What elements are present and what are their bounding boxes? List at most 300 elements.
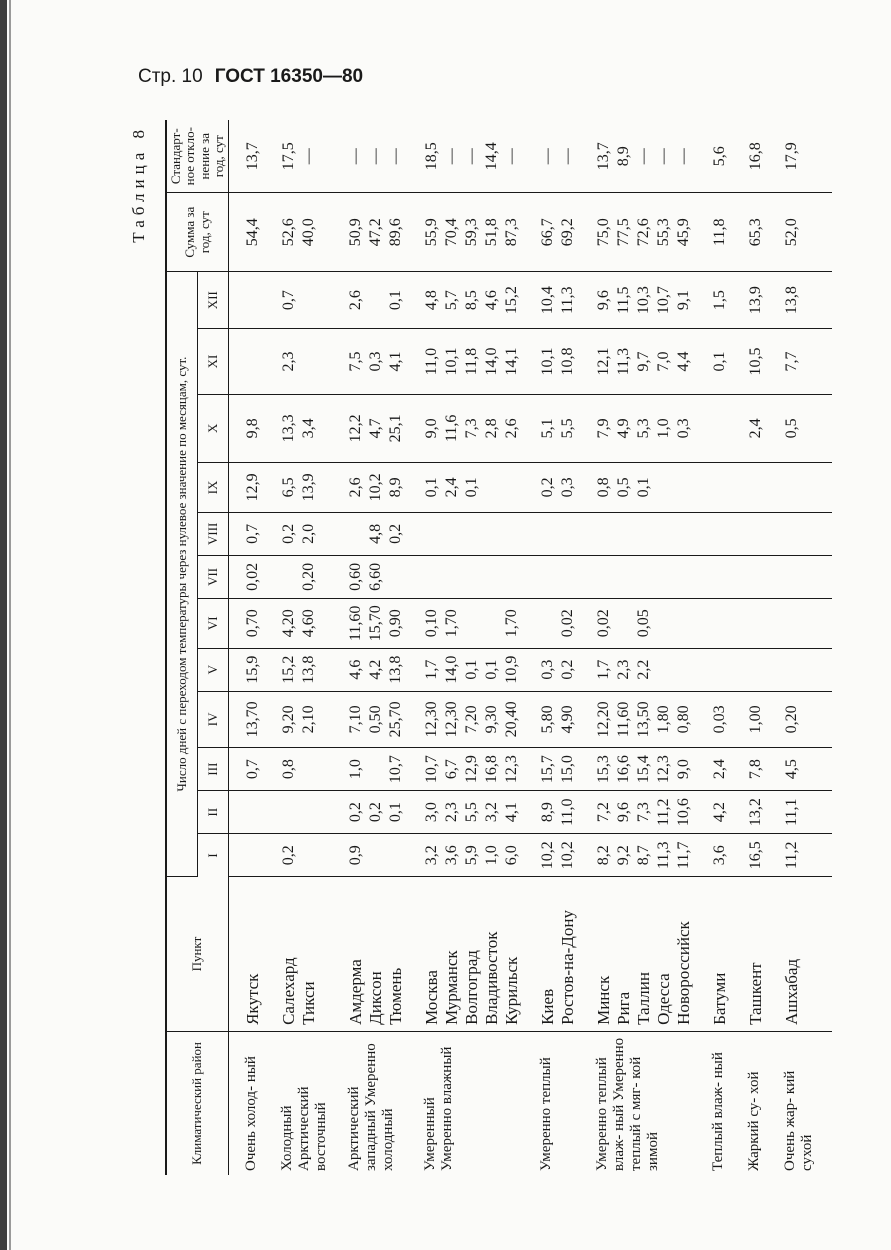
value: 13,3 [280,414,298,443]
value: 45,9 [675,218,693,247]
point-name: Киев [538,988,558,1025]
header-month: VI [198,598,229,648]
header-month: V [198,648,229,691]
value: 1,5 [711,290,729,311]
value: 11,8 [711,218,729,246]
value-cell [422,791,538,834]
value: 12,20 [595,701,613,738]
value-cell [229,748,280,791]
value: 14,1 [503,347,521,376]
value: 9,7 [635,351,653,372]
value-cell [346,271,422,329]
table-header [166,120,229,1175]
value [538,515,558,553]
value [782,558,802,596]
value: 75,0 [595,218,613,247]
value-cell [422,691,538,747]
value: 9,0 [423,418,441,439]
page-header [138,66,363,88]
value-cell [538,691,594,747]
value-cell [229,834,280,877]
value: 9,8 [244,418,262,439]
header-month: I [198,834,229,877]
value: 12,3 [655,755,673,784]
value [746,651,766,689]
value [243,793,263,831]
value: — [559,148,577,165]
value [366,750,386,788]
value: 9,6 [595,290,613,311]
binding-edge-line [9,0,11,1250]
value-cell [782,271,832,329]
value: 4,8 [367,523,385,544]
point-name: Ашхабад [782,958,802,1025]
value: 10,8 [559,347,577,376]
value: 14,0 [483,347,501,376]
value: 0,2 [387,523,405,544]
point-name: Тикси [299,981,319,1025]
point-name: Ростов-на-Дону [558,910,578,1025]
value: 0,02 [595,609,613,638]
value: 5,5 [463,802,481,823]
table-row [594,120,710,1175]
value-cell [746,598,782,648]
value: 10,5 [747,347,765,376]
value: 25,70 [387,701,405,738]
value [674,515,694,553]
value: 11,2 [783,841,801,869]
value: 0,02 [559,609,577,638]
value: 11,7 [675,841,693,869]
value: 0,5 [615,477,633,498]
value [346,515,366,553]
value-cell [710,598,746,648]
value: — [655,148,673,165]
point-name: Диксон [366,971,386,1025]
value-cell [229,648,280,691]
value: 9,1 [675,290,693,311]
value: 51,8 [483,218,501,247]
value: 0,2 [367,802,385,823]
value [654,465,674,510]
climate-region-cell: Холодный Арктический восточный [279,1086,330,1171]
value-cell [422,120,538,193]
value: 17,9 [783,142,801,171]
value-cell [229,598,280,648]
header-month: IX [198,463,229,513]
value [654,601,674,646]
table-row [346,120,422,1175]
value-cell [279,748,346,791]
value: 5,5 [559,418,577,439]
value-cell [422,834,538,877]
value [746,515,766,553]
value: 4,1 [503,802,521,823]
value [422,558,442,596]
value-cell [710,648,746,691]
value: 7,7 [783,351,801,372]
table-row [710,120,746,1175]
value: 10,2 [559,841,577,870]
value: 9,20 [280,705,298,734]
point-name: Курильск [502,956,522,1025]
value [558,558,578,596]
header-month: XI [198,329,229,394]
value-cell [229,691,280,747]
value: 77,5 [615,218,633,247]
point-name: Салехард [279,957,299,1025]
value [674,651,694,689]
value: 0,02 [244,562,262,591]
value [299,793,319,831]
value: — [387,148,405,165]
value-cell [279,394,346,462]
value-cell [746,193,782,271]
value: 15,2 [280,655,298,684]
header-month: III [198,748,229,791]
value: 8,5 [463,290,481,311]
value-cell [279,120,346,193]
value-cell [594,120,710,193]
value: 13,7 [595,142,613,171]
value: 11,1 [783,798,801,826]
value: 12,30 [423,701,441,738]
value: 0,5 [783,418,801,439]
value [482,558,502,596]
value-cell [782,748,832,791]
value: 0,7 [244,523,262,544]
value: 7,10 [347,705,365,734]
value: 1,0 [655,418,673,439]
value-cell [594,748,710,791]
value-cell [538,598,594,648]
value: 10,1 [539,347,557,376]
value: 0,90 [387,609,405,638]
value: 2,4 [747,418,765,439]
table-row [422,120,538,1175]
value: 0,05 [635,609,653,638]
value-cell [782,791,832,834]
value: 89,6 [387,218,405,247]
value: 52,0 [783,218,801,247]
value: 87,3 [503,218,521,247]
value-cell [346,648,422,691]
value: 4,7 [367,418,385,439]
value-cell [594,512,710,555]
header-std: Стандарт- ное откло- нение за год, сут [166,120,229,193]
value-cell [746,271,782,329]
value: 14,4 [483,142,501,171]
value: 50,9 [347,218,365,247]
value-cell [346,120,422,193]
table-body [229,120,833,1175]
value-cell [538,120,594,193]
value: 4,9 [615,418,633,439]
value-cell [279,329,346,394]
value [782,651,802,689]
value-cell [346,834,422,877]
data-table [165,120,832,1175]
value: 72,6 [635,218,653,247]
header-month-group: Число дней с переходом температуры через нулевое значение по месяцам, сут. [166,271,198,876]
value-cell [594,394,710,462]
value: — [347,148,365,165]
climate-region-cell: Жаркий су- хой [746,1071,763,1171]
value: 1,70 [503,609,521,638]
value [654,558,674,596]
value [386,558,406,596]
value: 3,6 [443,845,461,866]
point-cell [710,877,746,1032]
value-cell [538,834,594,877]
value: 25,1 [387,414,405,443]
value: 4,4 [675,351,693,372]
value-cell [422,598,538,648]
value: 1,80 [655,705,673,734]
point-cell [422,877,538,1032]
value-cell [422,648,538,691]
value-cell [710,748,746,791]
value: 10,7 [423,755,441,784]
value: 0,8 [280,759,298,780]
value: 40,0 [300,218,318,247]
value: 1,0 [347,759,365,780]
value-cell [422,193,538,271]
point-cell [538,877,594,1032]
value [366,836,386,874]
value: 0,1 [463,477,481,498]
value [243,274,263,327]
value: 10,2 [367,473,385,502]
value [538,558,558,596]
point-name: Новороссийск [674,921,694,1025]
value: 7,20 [463,705,481,734]
point-cell [782,877,832,1032]
point-cell [229,877,280,1032]
value: 14,0 [443,655,461,684]
value: 3,2 [483,802,501,823]
value: 6,7 [443,759,461,780]
value: 2,6 [503,418,521,439]
value-cell [346,691,422,747]
header-month: II [198,791,229,834]
value-cell [782,648,832,691]
value: 4,6 [347,659,365,680]
value-cell [782,834,832,877]
value-cell [746,329,782,394]
value: 2,6 [347,477,365,498]
value: 66,7 [539,218,557,247]
value-cell [746,691,782,747]
value-cell [422,271,538,329]
value: 2,3 [615,659,633,680]
point-name: Рига [614,991,634,1025]
value: 13,9 [747,286,765,315]
point-name: Волгоград [462,950,482,1025]
value: 0,2 [280,845,298,866]
value: 1,0 [483,845,501,866]
value: 2,10 [300,705,318,734]
value: 0,1 [463,659,481,680]
value: 10,9 [503,655,521,684]
value: 0,9 [347,845,365,866]
value [386,836,406,874]
value-cell [229,120,280,193]
value: 1,7 [423,659,441,680]
value: 15,0 [559,755,577,784]
header-point: Пункт [166,877,229,1032]
value [482,601,502,646]
value-cell [710,691,746,747]
value: 16,8 [483,755,501,784]
table-row [229,120,280,1175]
value [710,397,730,460]
value: 2,3 [280,351,298,372]
value [746,601,766,646]
value: 2,0 [300,523,318,544]
point-name: Ташкент [746,962,766,1025]
value: 12,9 [463,755,481,784]
value: 54,4 [244,218,262,247]
value: 2,2 [635,659,653,680]
value: 8,9 [539,802,557,823]
value [614,558,634,596]
value [462,601,482,646]
value: 9,30 [483,705,501,734]
value [746,558,766,596]
header-month: X [198,394,229,462]
value: 16,8 [747,142,765,171]
value: 16,5 [747,841,765,870]
value-cell [346,329,422,394]
value: 7,9 [595,418,613,439]
value: — [443,148,461,165]
value-cell [538,193,594,271]
value: 10,7 [387,755,405,784]
value: — [367,148,385,165]
point-name: Якутск [243,973,263,1025]
value [710,465,730,510]
value-cell [279,598,346,648]
value: 8,9 [615,146,633,167]
value-cell [710,193,746,271]
value: 10,6 [675,798,693,827]
value: 0,20 [300,562,318,591]
header-month: VIII [198,512,229,555]
climate-region-cell: Очень холод- ный [243,1056,260,1171]
value: 2,8 [483,418,501,439]
value: 7,0 [655,351,673,372]
value: 7,2 [595,802,613,823]
value-cell [710,555,746,598]
value: 10,2 [539,841,557,870]
value-cell [346,394,422,462]
value-cell [782,691,832,747]
value-cell [279,463,346,513]
value: 12,30 [443,701,461,738]
value: 11,8 [463,347,481,376]
value [462,558,482,596]
value: 12,3 [503,755,521,784]
value: — [539,148,557,165]
value-cell [594,648,710,691]
value: 11,2 [655,798,673,826]
value: 6,5 [280,477,298,498]
value [279,558,299,596]
point-cell [279,877,346,1032]
value: — [503,148,521,165]
value [502,558,522,596]
value-cell [346,512,422,555]
value-cell [782,193,832,271]
value: 11,3 [559,286,577,314]
value [782,465,802,510]
value-cell [538,271,594,329]
value: 0,60 [347,562,365,591]
value: 13,9 [300,473,318,502]
value: 11,0 [423,347,441,376]
value: 20,40 [503,701,521,738]
value: 1,70 [443,609,461,638]
value [442,558,462,596]
value [482,465,502,510]
value: 65,3 [747,218,765,247]
point-name: Минск [594,975,614,1025]
value: 15,70 [367,605,385,642]
value-cell [746,555,782,598]
value: 5,3 [635,418,653,439]
value: 0,3 [367,351,385,372]
value: 4,60 [300,609,318,638]
value [654,515,674,553]
value: — [300,148,318,165]
value: 10,3 [635,286,653,315]
value-cell [422,329,538,394]
value-cell [782,120,832,193]
table-row [782,120,832,1175]
value: 0,3 [559,477,577,498]
value-cell [279,193,346,271]
value-cell [279,834,346,877]
value: 11,3 [615,347,633,376]
value: 0,03 [711,705,729,734]
header-month: XII [198,271,229,329]
value [594,558,614,596]
value-cell [710,394,746,462]
value: 13,50 [635,701,653,738]
value-cell [346,748,422,791]
value-cell [538,394,594,462]
value: 47,2 [367,218,385,247]
value-cell [710,512,746,555]
value-cell [710,834,746,877]
value: 69,2 [559,218,577,247]
value: 9,0 [675,759,693,780]
value-cell [782,394,832,462]
value: 0,10 [423,609,441,638]
value-cell [346,555,422,598]
value: 13,8 [783,286,801,315]
value: 0,7 [280,290,298,311]
value: 0,1 [387,802,405,823]
value-cell [746,748,782,791]
value-cell [346,193,422,271]
value [614,601,634,646]
climate-region-cell: Умеренно теплый [538,1057,555,1171]
value [299,274,319,327]
value: 5,1 [539,418,557,439]
value [782,515,802,553]
